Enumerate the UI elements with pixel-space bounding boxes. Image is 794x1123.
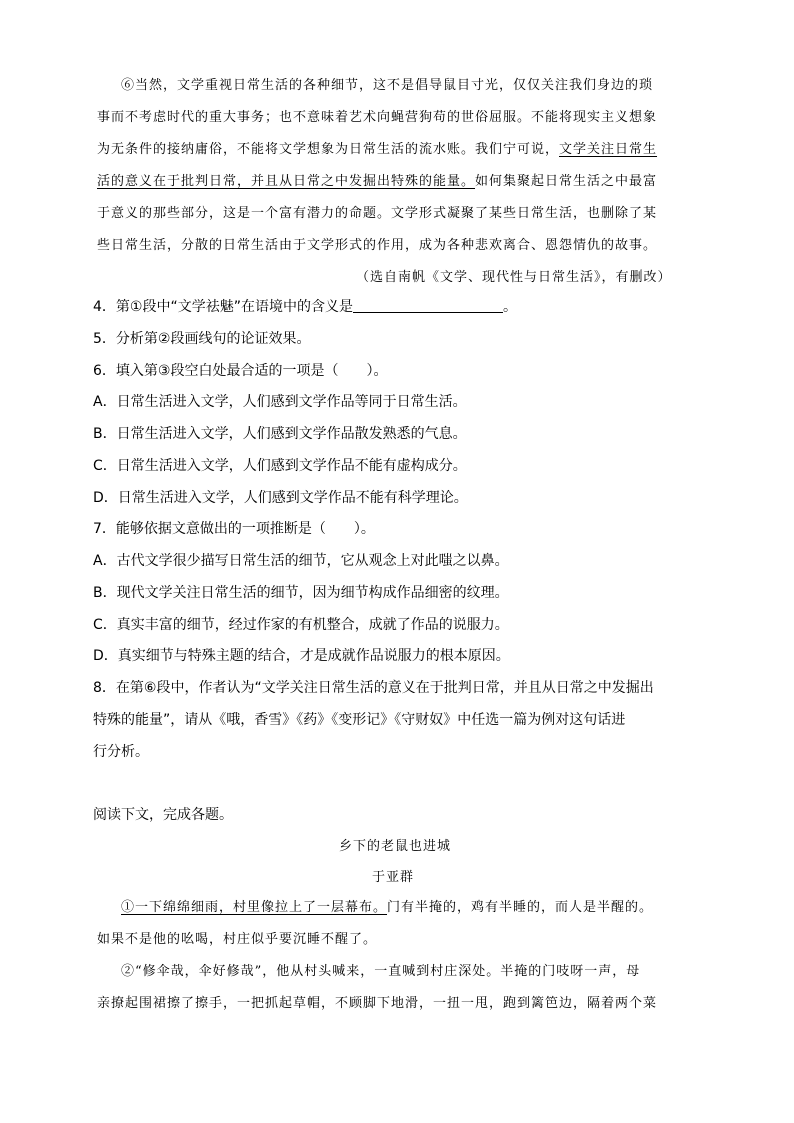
p6-line-2: 事而不考虑时代的重大事务；也不意味着艺术向蝇营狗苟的世俗屈服。不能将现实主义想象 (97, 110, 658, 125)
article-title: 乡下的老鼠也进城 (339, 839, 452, 854)
p6-line-4-text: 如何集聚起日常生活之中最富 (475, 174, 658, 189)
question-6-option-d: D．日常生活进入文学，人们感到文学作品不能有科学理论。 (93, 490, 468, 506)
p6-underlined-start: 文学关注日常生 (559, 142, 658, 157)
question-4-end: 。 (502, 299, 517, 315)
article-author: 于亚群 (372, 870, 415, 885)
answer-blank[interactable] (353, 298, 503, 313)
p6-underlined-end: 活的意义在于批判日常，并且从日常之中发掘出特殊的能量。 (97, 174, 476, 189)
p1-underlined-sentence: ①一下绵绵细雨，村里像拉上了一层幕布。 (121, 900, 388, 915)
p2-line-2: 亲撩起围裙擦了擦手，一把抓起草帽，不顾脚下地滑，一扭一甩，跑到篱笆边，隔着两个菜 (97, 996, 658, 1011)
source-citation: （选自南帆《文学、现代性与日常生活》，有删改） (356, 270, 672, 285)
p2-line-1: ②“修伞哉，伞好修哉”，他从村头喊来，一直喊到村庄深处。半掩的门吱呀一声，母 (121, 964, 641, 979)
p1-line-1 (121, 896, 653, 915)
question-7-option-c: C．真实丰富的细节，经过作家的有机整合，成就了作品的说服力。 (93, 617, 509, 633)
question-6-option-b: B．日常生活进入文学，人们感到文学作品散发熟悉的气息。 (93, 426, 467, 442)
p6-line-6: 些日常生活，分散的日常生活由于文学形式的作用，成为各种悲欢离合、恩怨情仇的故事。 (97, 238, 658, 253)
p6-line-3-text: 为无条件的接纳庸俗，不能将文学想象为日常生活的流水账。我们宁可说， (97, 142, 560, 157)
question-6-option-c: C．日常生活进入文学，人们感到文学作品不能有虚构成分。 (93, 458, 467, 474)
question-5: 5．分析第②段画线句的论证效果。 (93, 331, 311, 347)
question-6: 6．填入第③段空白处最合适的一项是（ ）。 (93, 363, 388, 379)
reading-instruction: 阅读下文，完成各题。 (93, 807, 233, 823)
p6-line-3 (97, 138, 657, 157)
p6-line-5: 于意义的那些部分，这是一个富有潜力的命题。文学形式凝聚了某些日常生活，也删除了某 (97, 206, 658, 221)
p6-line-1: ⑥当然，文学重视日常生活的各种细节，这不是倡导鼠目寸光，仅仅关注我们身边的琐 (121, 78, 654, 93)
question-7-option-d: D．真实细节与特殊主题的结合，才是成就作品说服力的根本原因。 (93, 648, 510, 664)
question-8-line-3: 行分析。 (93, 744, 149, 760)
p1-line-1-text: 门有半掩的，鸡有半睡的，而人是半醒的。 (387, 900, 654, 915)
question-8-line-1: 8．在第⑥段中，作者认为“文学关注日常生活的意义在于批判日常，并且从日常之中发掘出 (93, 680, 654, 696)
p6-line-4 (97, 170, 657, 189)
question-7-option-b: B．现代文学关注日常生活的细节，因为细节构成作品细密的纹理。 (93, 585, 509, 601)
question-8-line-2: 特殊的能量”，请从《哦，香雪》《药》《变形记》《守财奴》中任选一篇为例对这句话进 (93, 712, 626, 728)
question-7-option-a: A．古代文学很少描写日常生活的细节，它从观念上对此嗤之以鼻。 (93, 553, 509, 569)
question-7: 7．能够依据文意做出的一项推断是（ ）。 (93, 521, 375, 537)
question-4-text: 4．第①段中“文学祛魅”在语境中的含义是 (93, 299, 353, 315)
question-6-option-a: A．日常生活进入文学，人们感到文学作品等同于日常生活。 (93, 394, 467, 410)
p1-line-2: 如果不是他的吆喝，村庄似乎要沉睡不醒了。 (97, 932, 378, 947)
question-4 (93, 296, 517, 316)
